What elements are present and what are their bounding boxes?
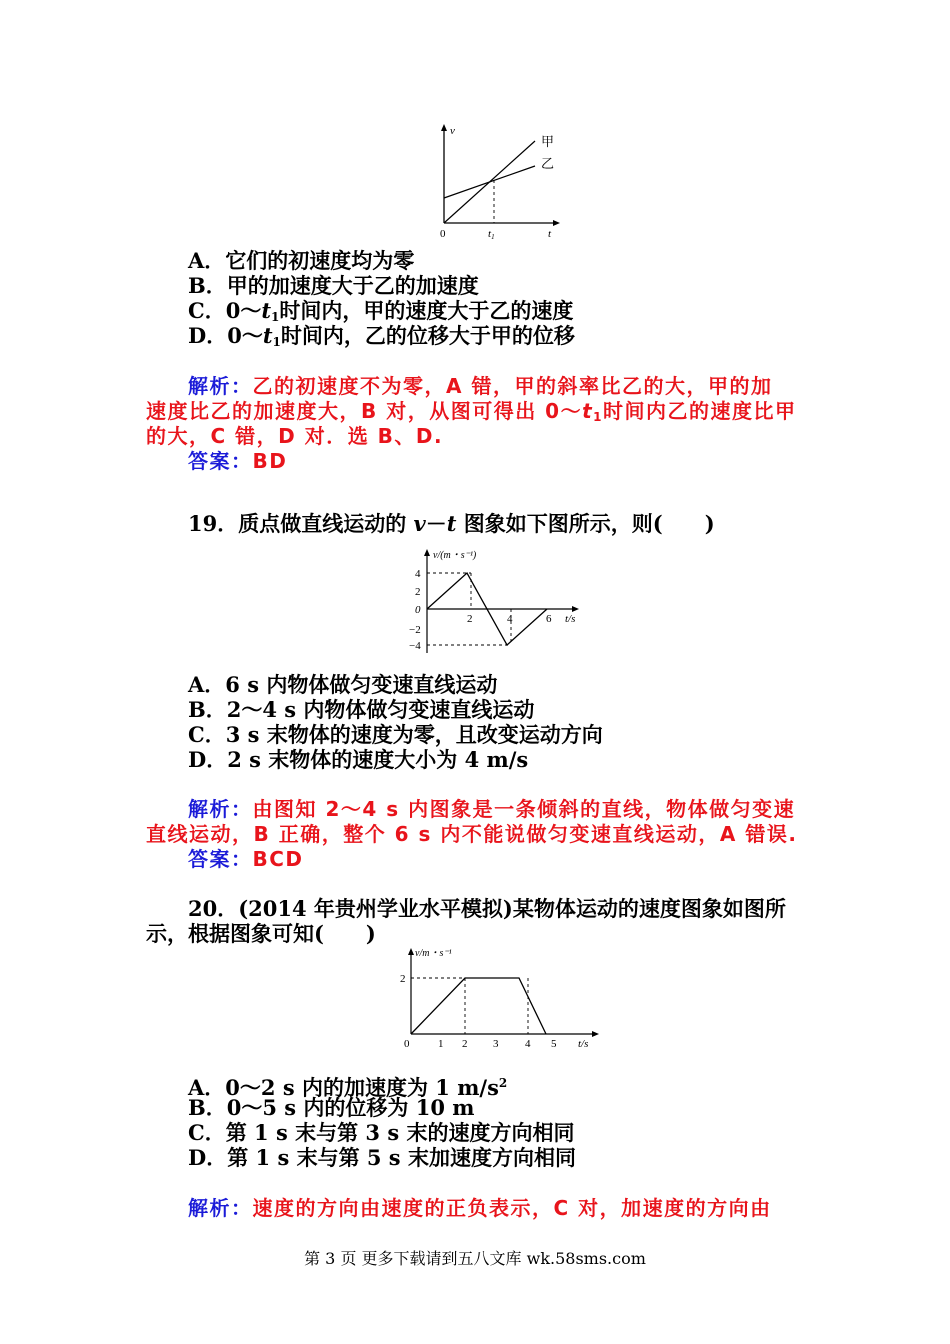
q18-x-label: t bbox=[548, 228, 552, 240]
q20-x-label: t/s bbox=[578, 1038, 589, 1050]
q19-vt-graph bbox=[405, 543, 595, 658]
q19-ytick-4: 4 bbox=[415, 568, 421, 580]
q18-option-b: B．甲的加速度大于乙的加速度 bbox=[188, 273, 479, 298]
q18-vt-graph bbox=[420, 120, 570, 242]
q19-option-d: D．2 s 末物体的速度大小为 4 m/s bbox=[188, 747, 529, 772]
q20-x-arrow bbox=[592, 1031, 599, 1037]
q18-answer: 答案：BD bbox=[188, 449, 288, 473]
q18-yi-label: 乙 bbox=[541, 157, 555, 172]
q20-stem-line2: 示，根据图象可知( ) bbox=[146, 921, 376, 946]
q19-x-arrow bbox=[572, 606, 579, 612]
q18-jia-label: 甲 bbox=[541, 135, 555, 150]
q20-option-c: C．第 1 s 末与第 3 s 末的速度方向相同 bbox=[188, 1120, 575, 1145]
q19-xtick-6: 6 bbox=[546, 613, 552, 625]
q20-xtick-2: 2 bbox=[462, 1038, 468, 1050]
q19-xtick-2: 2 bbox=[467, 613, 473, 625]
q20-option-d: D．第 1 s 末与第 5 s 末加速度方向相同 bbox=[188, 1145, 576, 1170]
q19-stem: 19．质点做直线运动的 v－t 图象如下图所示，则( ) bbox=[188, 511, 715, 536]
q18-x-arrow bbox=[553, 220, 560, 226]
q20-y-arrow bbox=[408, 948, 414, 955]
q19-ytick-0: 0 bbox=[415, 604, 421, 616]
q19-option-c: C．3 s 末物体的速度为零，且改变运动方向 bbox=[188, 722, 603, 747]
q18-y-label: v bbox=[450, 125, 455, 137]
q19-xtick-4: 4 bbox=[507, 613, 513, 625]
q20-vt-graph bbox=[395, 942, 605, 1052]
q18-line-yi bbox=[444, 166, 535, 198]
q18-option-a: A．它们的初速度均为零 bbox=[188, 248, 415, 273]
q19-option-b: B．2～4 s 内物体做匀变速直线运动 bbox=[188, 697, 535, 722]
q19-ytick-2: 2 bbox=[415, 586, 421, 598]
q20-y-label: v/m・s⁻¹ bbox=[415, 948, 452, 959]
q19-analysis-line2: 直线运动，B 正确，整个 6 s 内不能说做匀变速直线运动，A 错误. bbox=[146, 822, 798, 846]
q19-y-label: v/(m・s⁻¹) bbox=[433, 550, 477, 561]
page-footer: 第 3 页 更多下载请到五八文库 wk.58sms.com bbox=[304, 1249, 646, 1268]
q20-xtick-1: 1 bbox=[438, 1038, 444, 1050]
q20-option-a: A．0～2 s 内的加速度为 1 $m/s^2$ bbox=[188, 1075, 508, 1100]
q18-option-d: D．$0\sim t_1$时间内，乙的位移大于甲的位移 bbox=[188, 323, 575, 349]
q20-analysis-line1: 解析：速度的方向由速度的正负表示，C 对，加速度的方向由 bbox=[188, 1196, 772, 1220]
q20-stem-line1: 20．(2014 年贵州学业水平模拟)某物体运动的速度图象如图所 bbox=[188, 896, 786, 921]
q19-x-label: t/s bbox=[565, 613, 576, 625]
q20-xtick-0: 0 bbox=[404, 1038, 410, 1050]
q19-option-a: A．6 s 内物体做匀变速直线运动 bbox=[188, 672, 498, 697]
q19-answer: 答案：BCD bbox=[188, 847, 304, 871]
q19-analysis-line1: 解析：由图知 2～4 s 内图象是一条倾斜的直线，物体做匀变速 bbox=[188, 797, 796, 821]
q18-y-arrow bbox=[441, 124, 447, 131]
q20-xtick-4: 4 bbox=[525, 1038, 531, 1050]
q19-y-arrow bbox=[424, 549, 430, 556]
q18-t1-label: t1 bbox=[488, 228, 495, 241]
q18-option-c: C．$0\sim t_1$时间内，甲的速度大于乙的速度 bbox=[188, 298, 574, 324]
q19-ytick-m2: −2 bbox=[409, 624, 421, 636]
q20-ytick-2: 2 bbox=[400, 973, 406, 985]
q20-option-b: B．0～5 s 内的位移为 10 m bbox=[188, 1095, 475, 1120]
q18-analysis-line1: 解析：乙的初速度不为零，A 错，甲的斜率比乙的大，甲的加 bbox=[188, 374, 773, 398]
q18-analysis-line2: 速度比乙的加速度大，B 对，从图可得出 $0\sim t_1$时间内乙的速度比甲 bbox=[146, 399, 797, 424]
q20-xtick-5: 5 bbox=[551, 1038, 557, 1050]
q18-origin: 0 bbox=[440, 228, 446, 240]
q20-xtick-3: 3 bbox=[493, 1038, 499, 1050]
q19-ytick-m4: −4 bbox=[409, 640, 421, 652]
q20-series-line bbox=[411, 978, 546, 1034]
q18-analysis-line3: 的大，C 错，D 对．选 B、D. bbox=[146, 424, 444, 448]
